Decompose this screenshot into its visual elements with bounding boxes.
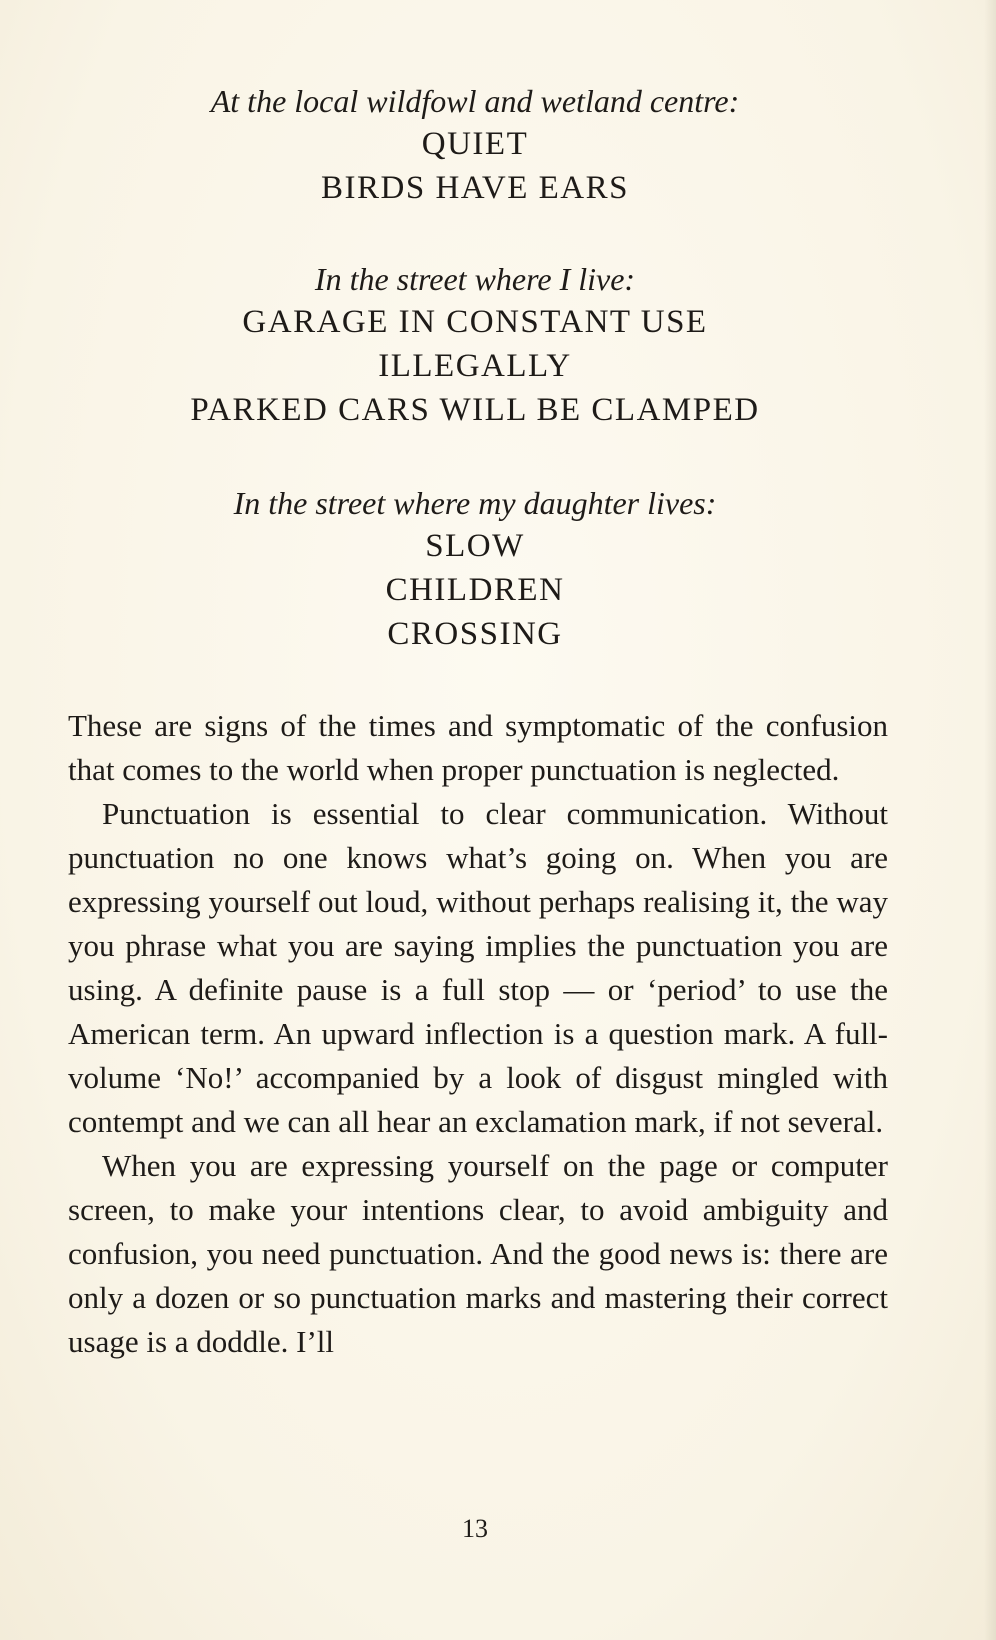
paragraph: Punctuation is essential to clear communication. Without punctuation no one knows what’s going on. When you are expressing yourself out loud, without perhaps realising it, the way you phrase what you are saying implies the punctuation you are using. A definite pause is a full stop — or ‘period’ to use the American term. An upward inflection is a question mark. A full-volume ‘No!’ accompanied by a look of disgust mingled with contempt and we can all hear an exclamation mark, if not several. xyxy=(68,796,888,1139)
sign-line: GARAGE IN CONSTANT USE xyxy=(242,304,708,340)
paragraph: These are signs of the times and symptomatic of the confusion that comes to the world when proper punctuation is neglected. xyxy=(68,708,888,787)
sign-line: SLOW xyxy=(425,528,525,564)
sign-line: QUIET xyxy=(421,126,529,162)
sign-line: PARKED CARS WILL BE CLAMPED xyxy=(190,392,760,428)
body-text xyxy=(68,704,888,1364)
page-edge-shadow xyxy=(984,0,996,1640)
sign-line: ILLEGALLY xyxy=(378,348,572,384)
sign-line: BIRDS HAVE EARS xyxy=(321,170,629,206)
sign-example-wildfowl-centre xyxy=(60,80,890,210)
sign-intro: In the street where I live: xyxy=(314,261,636,297)
sign-line: CROSSING xyxy=(387,616,563,652)
sign-intro: In the street where my daughter lives: xyxy=(233,485,717,521)
sign-intro: At the local wildfowl and wetland centre: xyxy=(210,83,740,119)
sign-example-daughters-street xyxy=(60,482,890,656)
sign-line: CHILDREN xyxy=(385,572,565,608)
page-number: 13 xyxy=(462,1514,488,1543)
paragraph: When you are expressing yourself on the page or computer screen, to make your intentions clear, to avoid ambiguity and confusion, you need punctuation. And the good news is: there are only a dozen or so punctuation marks and mastering their correct usage is a doddle. I’ll xyxy=(68,1148,888,1359)
sign-example-my-street xyxy=(60,258,890,432)
